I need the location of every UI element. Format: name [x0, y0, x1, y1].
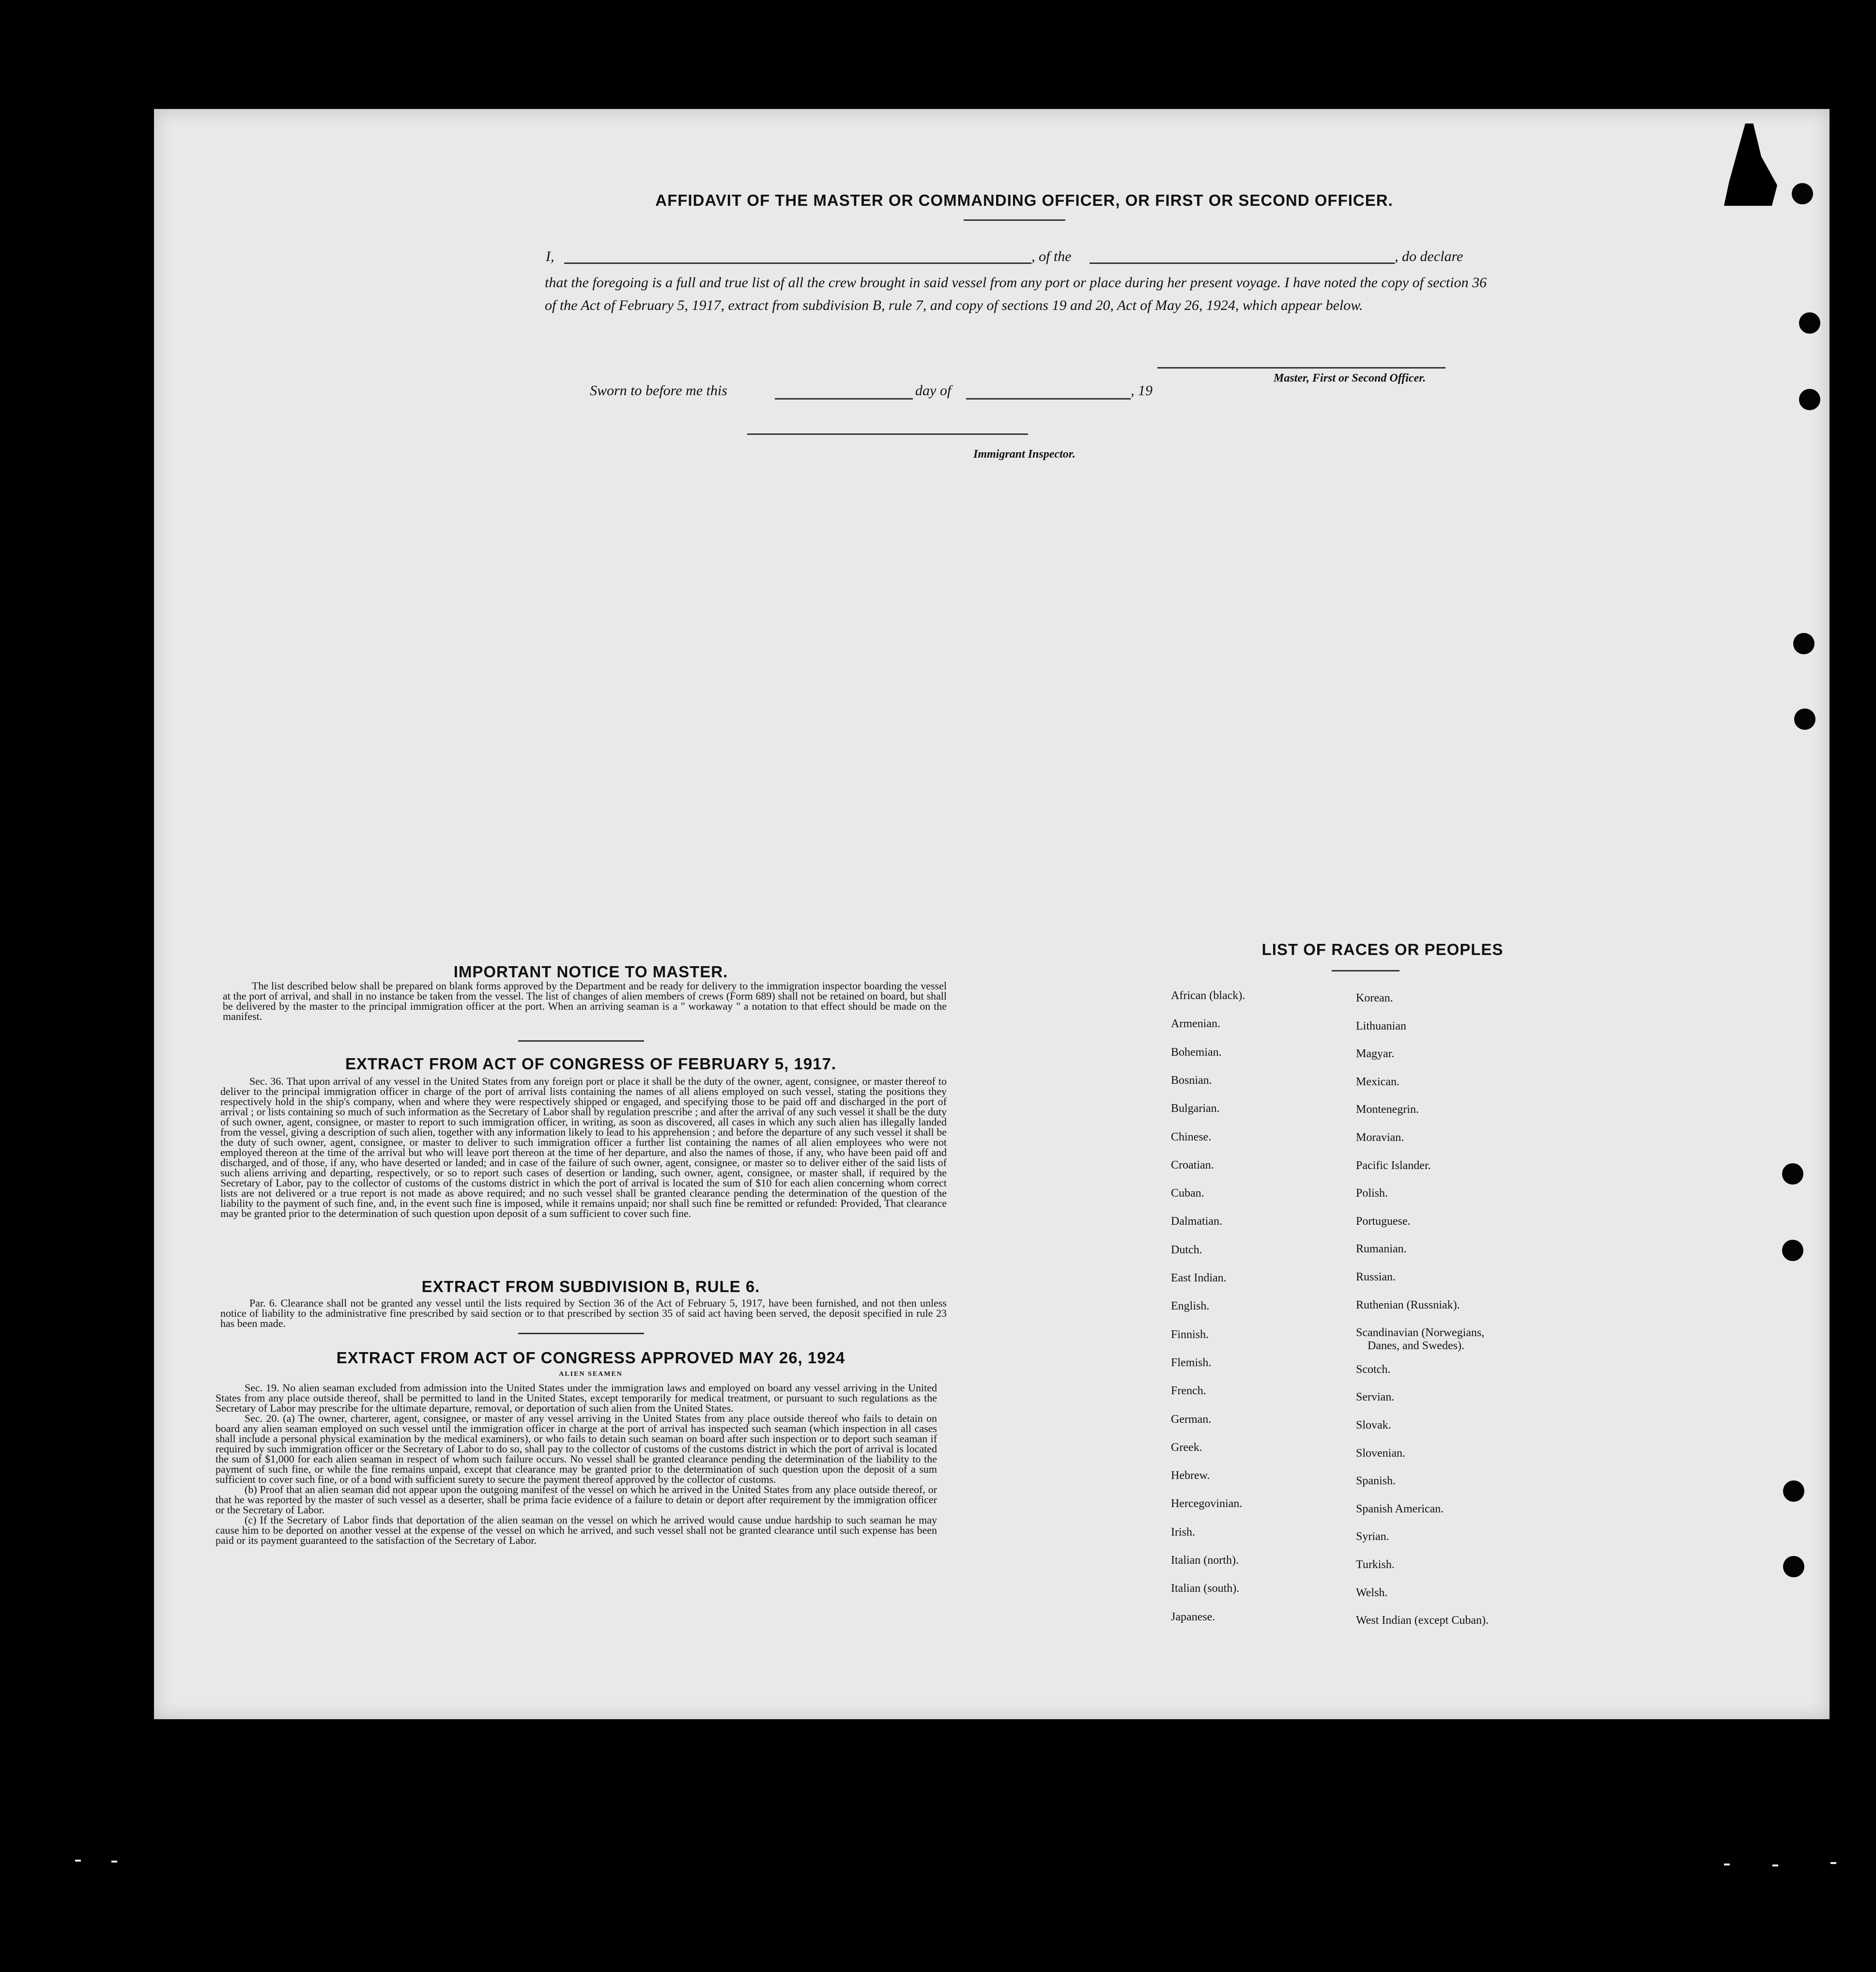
race-item: Pacific Islander.: [1356, 1159, 1431, 1172]
sec-19-text: Sec. 19. No alien seaman excluded from admission into the United States under the immigration laws and employed on board any vessel arriving in the United States from any place outside thereof, shall be permitted to land in the United States, except temporarily for medical treatment, or pursuant to such regulations as the Secretary of Labor may prescribe for the ultimate departure, removal, or deportation of such alien from the United States.: [215, 1382, 937, 1414]
race-item: Slovak.: [1356, 1419, 1391, 1432]
race-item: Italian (south).: [1171, 1582, 1240, 1595]
race-item: Magyar.: [1356, 1048, 1395, 1061]
punch-hole: [1782, 1240, 1803, 1261]
race-item: Irish.: [1171, 1525, 1195, 1539]
punch-hole: [1783, 1480, 1804, 1502]
race-item: Slovenian.: [1356, 1447, 1405, 1460]
race-item: Turkish.: [1356, 1558, 1395, 1571]
sec-20c-text: (c) If the Secretary of Labor finds that deportation of the alien seaman on the vessel on which he arrived would cause undue hardship to such seaman he may cause him to be deported on another vessel at the expense of the vessel on which he arrived, and such vessel shall not be granted clearance until such expense has been paid or its payment guaranteed to the satisfaction of the Secretary of Labor.: [215, 1514, 937, 1546]
signature-blank[interactable]: [1157, 358, 1445, 369]
race-item: Moravian.: [1356, 1131, 1404, 1144]
affidavit-of-the: , of the: [1031, 248, 1072, 264]
race-item: Dutch.: [1171, 1243, 1202, 1256]
notice-title: IMPORTANT NOTICE TO MASTER.: [453, 963, 728, 981]
punch-hole: [1792, 183, 1813, 204]
race-item: Spanish American.: [1356, 1502, 1444, 1515]
race-item: Spanish.: [1356, 1475, 1396, 1488]
punch-hole: [1783, 1556, 1804, 1577]
races-title: LIST OF RACES OR PEOPLES: [1261, 940, 1504, 958]
affidavit-i: I,: [546, 248, 554, 264]
vessel-blank[interactable]: [1090, 248, 1395, 264]
race-item: Croatian.: [1171, 1158, 1214, 1171]
divider: [518, 1333, 644, 1334]
race-item: Italian (north).: [1171, 1554, 1239, 1567]
race-item: Chinese.: [1171, 1130, 1212, 1143]
race-item: Hercegovinian.: [1171, 1497, 1243, 1510]
race-item: Cuban.: [1171, 1187, 1204, 1200]
month-blank[interactable]: [966, 383, 1131, 400]
inspector-label: Immigrant Inspector.: [973, 448, 1076, 461]
extract-1917-title: EXTRACT FROM ACT OF CONGRESS OF FEBRUARY 5, 1917.: [345, 1055, 837, 1073]
sworn-prefix: Sworn to before me this: [590, 383, 727, 399]
race-item: Servian.: [1356, 1391, 1395, 1404]
punch-hole: [1799, 312, 1820, 334]
punch-hole: [1793, 633, 1814, 654]
race-item: Armenian.: [1171, 1017, 1220, 1031]
race-item: Bosnian.: [1171, 1074, 1212, 1087]
race-item: Hebrew.: [1171, 1469, 1210, 1482]
race-item: Flemish.: [1171, 1356, 1212, 1369]
race-item: African (black).: [1171, 989, 1246, 1002]
divider: [518, 1040, 644, 1042]
race-item: Bulgarian.: [1171, 1102, 1220, 1115]
race-item: Mexican.: [1356, 1075, 1399, 1088]
punch-hole: [1794, 709, 1815, 730]
divider: [964, 219, 1065, 221]
race-item: English.: [1171, 1300, 1210, 1313]
name-blank[interactable]: [564, 248, 1031, 264]
extract-1924-body: [215, 1383, 937, 1545]
extract-1924-title: EXTRACT FROM ACT OF CONGRESS APPROVED MAY 26, 1924: [336, 1349, 846, 1367]
extract-rule6-text: Par. 6. Clearance shall not be granted any vessel until the lists required by Section 36 of the Act of February 5, 1917, have been furnished, and not then unless notice of liability to the administrative fine prescribed by said section or to that prescribed by section 35 of said act having been served, the deposit specified in rule 23 has been made.: [220, 1297, 947, 1329]
race-item: Russian.: [1356, 1271, 1396, 1283]
day-blank[interactable]: [775, 383, 913, 400]
race-item: Bohemian.: [1171, 1046, 1222, 1059]
affidavit-title: AFFIDAVIT OF THE MASTER OR COMMANDING OFFICER, OR FIRST OR SECOND OFFICER.: [655, 191, 1393, 209]
sec-20a-text: Sec. 20. (a) The owner, charterer, agent, consignee, or master of any vessel arriving in the United States from any place outside thereof who fails to detain on board any alien seaman employed on such vessel until the immigration officer in charge at the port of arrival has inspected such seaman (which inspection in all cases shall include a personal physical examination by the medical examiners), or who fails to detain such seaman on board after such inspection or to deport such seaman if required by such immigration officer or the Secretary of Labor to do so, shall pay to the collector of customs of the customs district in which the port of arrival is located the sum of $1,000 for each alien seaman in respect of whom such failure occurs. No vessel shall be granted clearance pending the determination of the liability to the payment of such fine, or while the fine remains unpaid, except that clearance may be granted prior to the determination of such question upon the deposit of a sum sufficient to cover such fine, or of a bond with sufficient surety to secure the payment thereof approved by the collector of customs.: [215, 1412, 937, 1485]
race-item: Scotch.: [1356, 1363, 1391, 1376]
sworn-day-of: day of: [915, 383, 952, 399]
extract-1917-text: Sec. 36. That upon arrival of any vessel in the United States from any foreign port or place it shall be the duty of the owner, agent, consignee, or master thereof to deliver to the principal immigration officer in charge of the port of arrival lists containing the names of all aliens employed on such vessel, stating the positions they respectively hold in the ship's company, when and where they were respectively shipped or engaged, and specifying those to be paid off and discharged in the port of arrival ; or lists containing so much of such information as the Secretary of Labor shall by regulation prescribe ; and after the arrival of any such vessel it shall be the duty of such owner, agent, consignee, or master to report to such immigration officer, in writing, as soon as discovered, all cases in which any such alien has illegally landed from the vessel, giving a description of such alien, together with any information likely to lead to his apprehension ; and before the departure of any such vessel it shall be the duty of such owner, agent, consignee, or master to deliver to such immigration officer a further list containing the names of all alien employees who were not employed thereon at the time of the arrival but who will leave port thereon at the time of her departure, and also the names of those, if any, who have been paid off and discharged, and of those, if any, who have deserted or landed; and in case of the failure of such owner, agent, consignee, or master so to deliver either of the said lists of such aliens arriving and departing, respectively, or so to report such cases of desertion or landing, such owner, agent, consignee, or master shall, if required by the Secretary of Labor, pay to the collector of customs of the customs district in which the port of arrival is located the sum of $10 for each alien concerning whom correct lists are not delivered or a true report is not made as above required; and no such vessel shall be granted clearance pending the determination of the question of the liability to the payment of such fine, and, in the event such fine is imposed, while it remains unpaid; nor shall such fine be remitted or refunded: Provided, That clearance may be granted prior to the determination of such question upon deposit of a sum sufficient to cover such fine.: [220, 1075, 947, 1219]
race-item: French.: [1171, 1385, 1206, 1398]
race-item: Greek.: [1171, 1441, 1202, 1454]
race-item: Syrian.: [1356, 1530, 1389, 1543]
race-item: Scandinavian (Norwegians, Danes, and Swedes).: [1356, 1326, 1485, 1353]
extract-1924-subtitle: ALIEN SEAMEN: [559, 1371, 623, 1378]
divider: [1332, 970, 1399, 971]
notice-text: The list described below shall be prepared on blank forms approved by the Department and be ready for delivery to the immigration inspector boarding the vessel at the port of arrival, and shall in no instance be taken from the vessel. The list of changes of alien members of crews (Form 689) shall not be retained on board, but shall be delivered by the master to the principal immigration officer at the port. When an arriving seaman is a " workaway " a notation to that effect should be made on the manifest.: [223, 980, 947, 1022]
signature-label: Master, First or Second Officer.: [1274, 372, 1426, 385]
punch-hole: [1799, 389, 1820, 410]
race-item: West Indian (except Cuban).: [1356, 1614, 1489, 1627]
race-item: Korean.: [1356, 992, 1393, 1004]
affidavit-declaration: that the foregoing is a full and true list of all the crew brought in said vessel from any port or place during her present voyage. I have noted the copy of section 36 of the Act of February 5, 1917, extract from subdivision B, rule 7, and copy of sections 19 and 20, Act of May 26, 1924, which appear below.: [545, 275, 1487, 313]
race-item: German.: [1171, 1413, 1212, 1426]
race-item: Finnish.: [1171, 1328, 1209, 1341]
race-item: Ruthenian (Russniak).: [1356, 1298, 1460, 1311]
affidavit-do-declare: , do declare: [1395, 248, 1463, 264]
sworn-year: , 19: [1131, 383, 1153, 399]
race-item: East Indian.: [1171, 1272, 1227, 1284]
race-item: Polish.: [1356, 1187, 1388, 1200]
race-item: Welsh.: [1356, 1586, 1388, 1599]
inspector-blank[interactable]: [747, 424, 1028, 435]
punch-hole: [1782, 1163, 1803, 1185]
race-item: Portuguese.: [1356, 1215, 1411, 1228]
race-item: Lithuanian: [1356, 1019, 1406, 1032]
race-item: Montenegrin.: [1356, 1103, 1419, 1116]
race-item: Rumanian.: [1356, 1243, 1407, 1256]
sec-20b-text: (b) Proof that an alien seaman did not appear upon the outgoing manifest of the vessel on which he arrived in the United States from any place outside thereof, or that he was reported by the master of such vessel as a deserter, shall be prima facie evidence of a failure to detain or deport after requirement by the immigration officer or the Secretary of Labor.: [215, 1483, 937, 1516]
race-item: Japanese.: [1171, 1610, 1215, 1623]
extract-rule6-title: EXTRACT FROM SUBDIVISION B, RULE 6.: [421, 1278, 760, 1295]
race-item: Dalmatian.: [1171, 1215, 1222, 1228]
